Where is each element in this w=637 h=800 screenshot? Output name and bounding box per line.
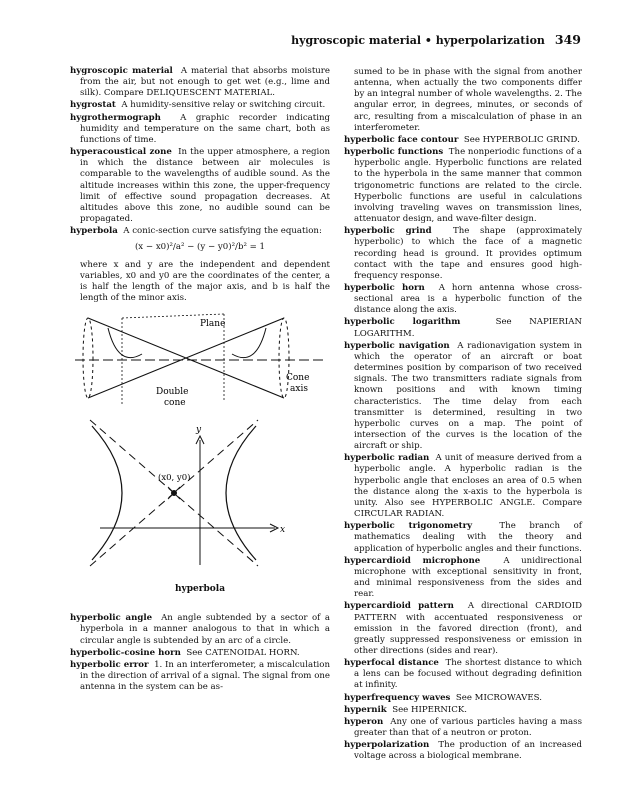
headword: hyperbolic-cosine horn [70, 647, 181, 658]
entry-hypernik [344, 705, 582, 716]
label-cone-axis: axis [290, 384, 308, 395]
definition: See MICROWAVES. [455, 692, 542, 703]
entry-hyperpolarization [344, 740, 582, 762]
hyperbola-left-branch [92, 426, 122, 560]
left-column [70, 66, 330, 694]
entry-hyperbolic-functions [344, 147, 582, 225]
definition: The shape (approximately hyperbolic) to which the face of a magnetic recording head is ground. It provides optimum contact with the tape and ensures good high-frequency response. [354, 226, 582, 281]
label-plane: Plane [200, 319, 226, 330]
double-cone-diagram [70, 310, 330, 410]
label-double-cone: cone [164, 398, 186, 409]
definition: See CATENOIDAL HORN. [186, 647, 300, 658]
headword: hypercardioid pattern [344, 601, 454, 612]
definition: A conic-section curve satisfying the equation: [123, 226, 322, 237]
entry-hyperbolic-radian [344, 453, 582, 520]
headword: hyperbolic logarithm [344, 317, 461, 328]
headword: hyperbolic functions [344, 147, 444, 158]
entry-hyperbolic-angle [70, 613, 330, 646]
entry-hyperfocal-distance [344, 658, 582, 691]
entry-hyperbolic-logarithm [344, 317, 582, 339]
hyperbola-section-left [108, 328, 142, 358]
headword: hyperbola [70, 226, 118, 237]
entry-hygroscopic-material [70, 66, 330, 99]
headword: hygroscopic material [70, 66, 173, 76]
headword: hyperpolarization [344, 740, 430, 751]
definition: A humidity-sensitive relay or switching circuit. [121, 100, 326, 111]
cone-base-ellipse [279, 318, 289, 398]
figure-caption: hyperbola [174, 584, 226, 595]
entry-hyperon [344, 717, 582, 739]
entry-hypercardioid-pattern [344, 601, 582, 657]
double-cone-figure [70, 310, 330, 578]
definition: An angle subtended by a sector of a hyperbola in a manner analogous to that in which a circular angle is subtended by an arc of a circle. [80, 613, 330, 646]
entry-hyperbolic-error [70, 660, 330, 693]
entry-hyperbolic-navigation [344, 341, 582, 453]
hyperbola-right-branch [226, 426, 256, 560]
definition: A graphic recorder indicating humidity and temperature on the same chart, both as functions of time. [80, 112, 330, 145]
headword: hyperbolic face contour [344, 134, 459, 145]
definition: A unidirectional microphone with exceptional sensitivity in front, and minimal responsiveness from the sides and rear. [354, 555, 583, 600]
entry-hyperbolic-horn [344, 283, 582, 316]
definition: The production of an increased voltage across a biological membrane. [354, 740, 583, 762]
definition: Any one of various particles having a mass greater than that of a neutron or proton. [354, 716, 582, 739]
headword: hyperbolic grind [344, 226, 432, 237]
entry-hyperbolic-face-contour [344, 135, 582, 146]
headword: hygrostat [70, 100, 116, 111]
entry-hyperbolic-trigonometry [344, 521, 582, 554]
entry-hyperbolic-grind [344, 226, 582, 282]
definition: See HIPERNICK. [392, 704, 468, 715]
entry-hyperacoustical-zone [70, 147, 330, 225]
headword: hyperbolic trigonometry [344, 521, 473, 532]
definition: See NAPIERIAN LOGARITHM. [354, 317, 583, 339]
hyperbolic-error-continuation: sumed to be in phase with the signal from another antenna, when actually the two components differ by an integral number of whole wavelengths. 2. The angular error, in degrees, minutes, or seconds of arc, resulting from a miscalculation of phase in an interferometer. [354, 67, 582, 133]
definition: A horn antenna whose cross-sectional area is a hyperbolic function of the distance along the axis. [354, 282, 582, 316]
entry-hygrothermograph [70, 113, 330, 146]
hyperbola-equation: (x − x0)²/a² − (y − y0)²/b² = 1 [134, 242, 266, 253]
running-head [291, 32, 581, 47]
definition: The shortest distance to which a lens can be focused without degrading definition at infinity. [354, 658, 582, 691]
cone-base-ellipse [83, 318, 93, 398]
hyperbola-graph [70, 410, 330, 578]
definition: A radionavigation system in which the operator of an aircraft or boat determines position by comparison of two received signals. The two transmitters radiate signals from known positions and with known timing characteristics. The time delay from each transmitter is determined, resulting in two hyperbolic curves on a map. The point of intersection of the curves is the location of the aircraft or ship. [354, 340, 583, 452]
page-number: 349 [554, 32, 581, 47]
definition: See HYPERBOLIC GRIND. [463, 134, 580, 145]
headword: hyperbolic navigation [344, 340, 450, 351]
headword: hyperfocal distance [344, 658, 439, 669]
headword: hyperbolic radian [344, 453, 430, 464]
hyperbola-continuation: where x and y are the independent and dependent variables, x0 and y0 are the coordinates of the center, a is half the length of the major axis, and b is half the length of the minor axis. [80, 259, 330, 303]
headword: hypernik [344, 704, 387, 715]
headword: hyperacoustical zone [70, 147, 172, 158]
x-axis-label: x [280, 525, 286, 536]
definition: In the upper atmosphere, a region in which the distance between air molecules is comparable to the wavelengths of audible sound. As the altitude increases within this zone, the upper-frequency limit of effective sound propagation decreases. At altitudes above this zone, no audible sound can be propagated. [80, 147, 331, 225]
label-cone-axis: Cone [286, 373, 310, 384]
plane-edge [122, 314, 224, 318]
running-head-title: hygroscopic material • hyperpolarization [291, 34, 545, 47]
entry-hygrostat [70, 100, 330, 111]
headword: hypercardioid microphone [344, 555, 481, 566]
headword: hyperon [344, 716, 384, 727]
entry-hyperfrequency-waves [344, 693, 582, 704]
entry-hypercardioid-microphone [344, 556, 582, 601]
definition: A material that absorbs moisture from the air, but not enough to get wet (e.g., lime and silk). Compare DELIQUESCENT MATERIAL. [80, 66, 330, 99]
definition: The nonperiodic functions of a hyperbolic angle. Hyperbolic functions are related to the hyperbola in the same manner that common trigonometric functions are related to the circle. Hyperbolic functions are useful in calculations involving traveling waves on transmission lines, attenuator design, and wave-filter design. [354, 147, 582, 225]
definition: The branch of mathematics dealing with the theory and application of hyperbolic angles and their functions. [354, 521, 582, 554]
y-axis-label: y [196, 425, 202, 436]
right-column [344, 67, 582, 764]
definition: 1. In an interferometer, a miscalculation in the direction of arrival of a signal. The signal from one antenna in the system can be as- [80, 659, 330, 693]
definition: A unit of measure derived from a hyperbolic angle. A hyperbolic radian is the hyperbolic angle that encloses an area of 0.5 when the distance along the x-axis to the hyperbola is unity. Also see HYPERBOLIC ANGLE. Compare CIRCULAR RADIAN. [354, 453, 582, 520]
headword: hyperfrequency waves [344, 692, 451, 703]
entry-hyperbola [70, 226, 330, 237]
label-double-cone: Double [156, 387, 189, 398]
headword: hygrothermograph [70, 112, 161, 123]
headword: hyperbolic error [70, 659, 149, 670]
center-label: (x0, y0) [158, 473, 191, 484]
definition: A directional CARDIOID PATTERN with accentuated responsiveness or emission in the favored direction (front), and greatly suppressed responsiveness or emission in other directions (sides and rear). [354, 601, 583, 656]
entry-hyperbolic-cosine-horn [70, 648, 330, 659]
headword: hyperbolic horn [344, 282, 425, 293]
headword: hyperbolic angle [70, 613, 153, 624]
